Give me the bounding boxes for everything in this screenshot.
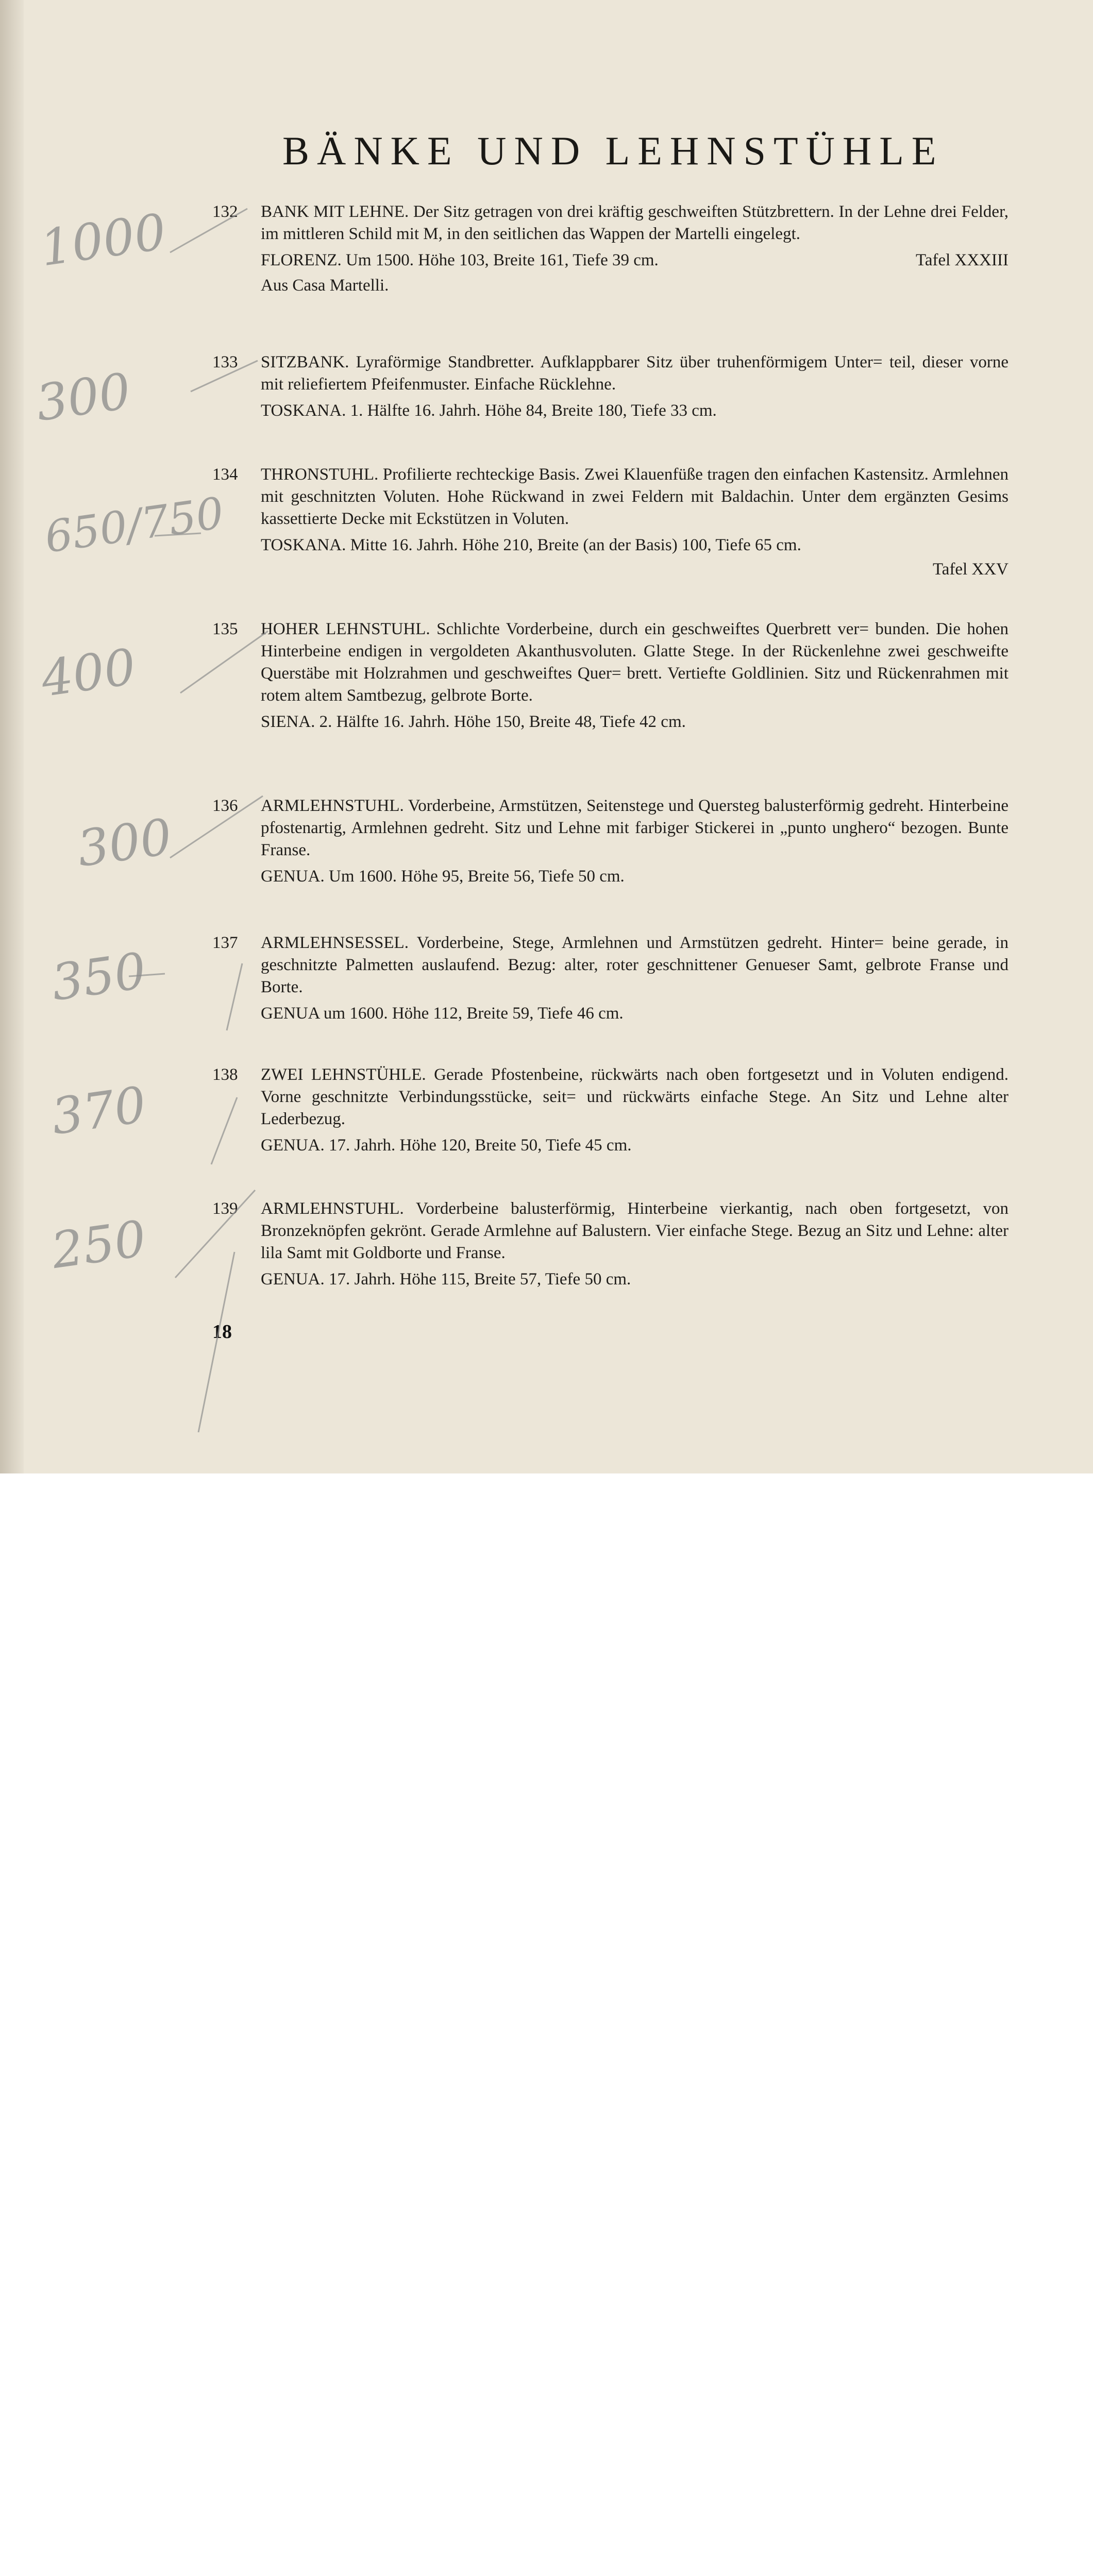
section-heading: BÄNKE UND LEHNSTÜHLE (282, 128, 944, 173)
page-number: 18 (212, 1321, 232, 1343)
entry-description: ARMLEHNSTUHL. Vorderbeine, Armstützen, Seitenstege und Quersteg balusterförmig gedreht. Hinterbeine pfostenartig, Armlehnen gedreht. Sitz und Lehne mit farbiger Stickerei in „punto unghero“ bezogen. Bunte Franse. (261, 796, 1008, 859)
entry-provenance: TOSKANA. 1. Hälfte 16. Jahrh. Höhe 84, Breite 180, Tiefe 33 cm. (261, 401, 717, 420)
entry-description: BANK MIT LEHNE. Der Sitz getragen von drei kräftig geschweiften Stützbrettern. In der Lehne drei Felder, im mittleren Schild mit M, in den seitlichen das Wappen der Martelli eingelegt. (261, 202, 1008, 243)
pencil-note-135: 400 (38, 637, 140, 708)
pencil-note-136: 300 (74, 807, 176, 878)
entry-description: SITZBANK. Lyraförmige Standbretter. Aufklappbarer Sitz über truhenförmigem Unter= teil, dieser vorne mit reliefiertem Pfeifenmuster. Einfache Rücklehne. (261, 353, 1008, 394)
digitization-footer (0, 1473, 1093, 1553)
plate-reference: Tafel XXXIII (915, 251, 1008, 269)
entry-provenance: SIENA. 2. Hälfte 16. Jahrh. Höhe 150, Breite 48, Tiefe 42 cm. (261, 713, 686, 731)
entry-source-note: Aus Casa Martelli. (261, 276, 389, 295)
pencil-note-139: 250 (48, 1209, 150, 1280)
entry-provenance: GENUA. 17. Jahrh. Höhe 120, Breite 50, Tiefe 45 cm. (261, 1136, 632, 1155)
lot-number: 134 (212, 465, 238, 484)
entry-description: HOHER LEHNSTUHL. Schlichte Vorderbeine, durch ein geschweiftes Querbrett ver= bunden. Die hohen Hinterbeine endigen in vergoldeten Akanthusvoluten. Glatte Stege. In der Rückenlehne zwei geschweifte Querstäbe mit Holzrahmen und geschweiftes Quer= brett. Vertiefte Goldlinien. Sitz und Rückenrahmen mit rotem altem Samtbezug, gelbrote Borte. (261, 620, 1008, 705)
lot-number: 139 (212, 1199, 238, 1218)
pencil-note-133: 300 (32, 362, 134, 433)
entry-description: ARMLEHNSESSEL. Vorderbeine, Stege, Armlehnen und Armstützen gedreht. Hinter= beine gerade, in geschnitzte Palmetten auslaufend. Bezug: alter, roter geschnittener Genueser Samt, gelbrote Franse und Borte. (261, 934, 1008, 996)
lot-number: 138 (212, 1065, 238, 1084)
lot-number: 132 (212, 202, 238, 221)
entry-description: ARMLEHNSTUHL. Vorderbeine balusterförmig, Hinterbeine vierkantig, nach oben fortgesetzt, von Bronzeknöpfen gekrönt. Gerade Armlehne auf Balustern. Vier einfache Stege. Bezug an Sitz und Lehne: alter lila Samt mit Goldborte und Franse. (261, 1199, 1008, 1262)
entry-provenance: GENUA. Um 1600. Höhe 95, Breite 56, Tiefe 50 cm. (261, 867, 625, 886)
entry-description: ZWEI LEHNSTÜHLE. Gerade Pfostenbeine, rückwärts nach oben fortgesetzt und in Voluten endigend. Vorne geschnitzte Verbindungsstücke, seit= und rückwärts einfache Stege. An Sitz und Lehne alter Lederbezug. (261, 1065, 1008, 1128)
pencil-note-138: 370 (48, 1075, 150, 1146)
pencil-note-132: 1000 (37, 202, 170, 278)
entry-provenance: GENUA. 17. Jahrh. Höhe 115, Breite 57, Tiefe 50 cm. (261, 1270, 631, 1289)
lot-number: 135 (212, 620, 238, 638)
pencil-note-137: 350 (48, 941, 150, 1012)
entry-provenance: TOSKANA. Mitte 16. Jahrh. Höhe 210, Breite (an der Basis) 100, Tiefe 65 cm. (261, 536, 801, 554)
plate-reference: Tafel XXV (932, 560, 1008, 579)
entry-provenance: FLORENZ. Um 1500. Höhe 103, Breite 161, Tiefe 39 cm. (261, 251, 659, 269)
entry-description: THRONSTUHL. Profilierte rechteckige Basis. Zwei Klauenfüße tragen den einfachen Kastensitz. Armlehnen mit geschnitzten Voluten. Hohe Rückwand in zwei Feldern mit Baldachin. Unter dem ergänzten Gesims kassettierte Decke mit Eckstützen in Voluten. (261, 465, 1008, 528)
pencil-note-134: 650/750 (41, 487, 227, 563)
lot-number: 136 (212, 796, 238, 815)
entry-provenance: GENUA um 1600. Höhe 112, Breite 59, Tiefe 46 cm. (261, 1004, 624, 1023)
lot-number: 137 (212, 934, 238, 952)
lot-number: 133 (212, 353, 238, 371)
